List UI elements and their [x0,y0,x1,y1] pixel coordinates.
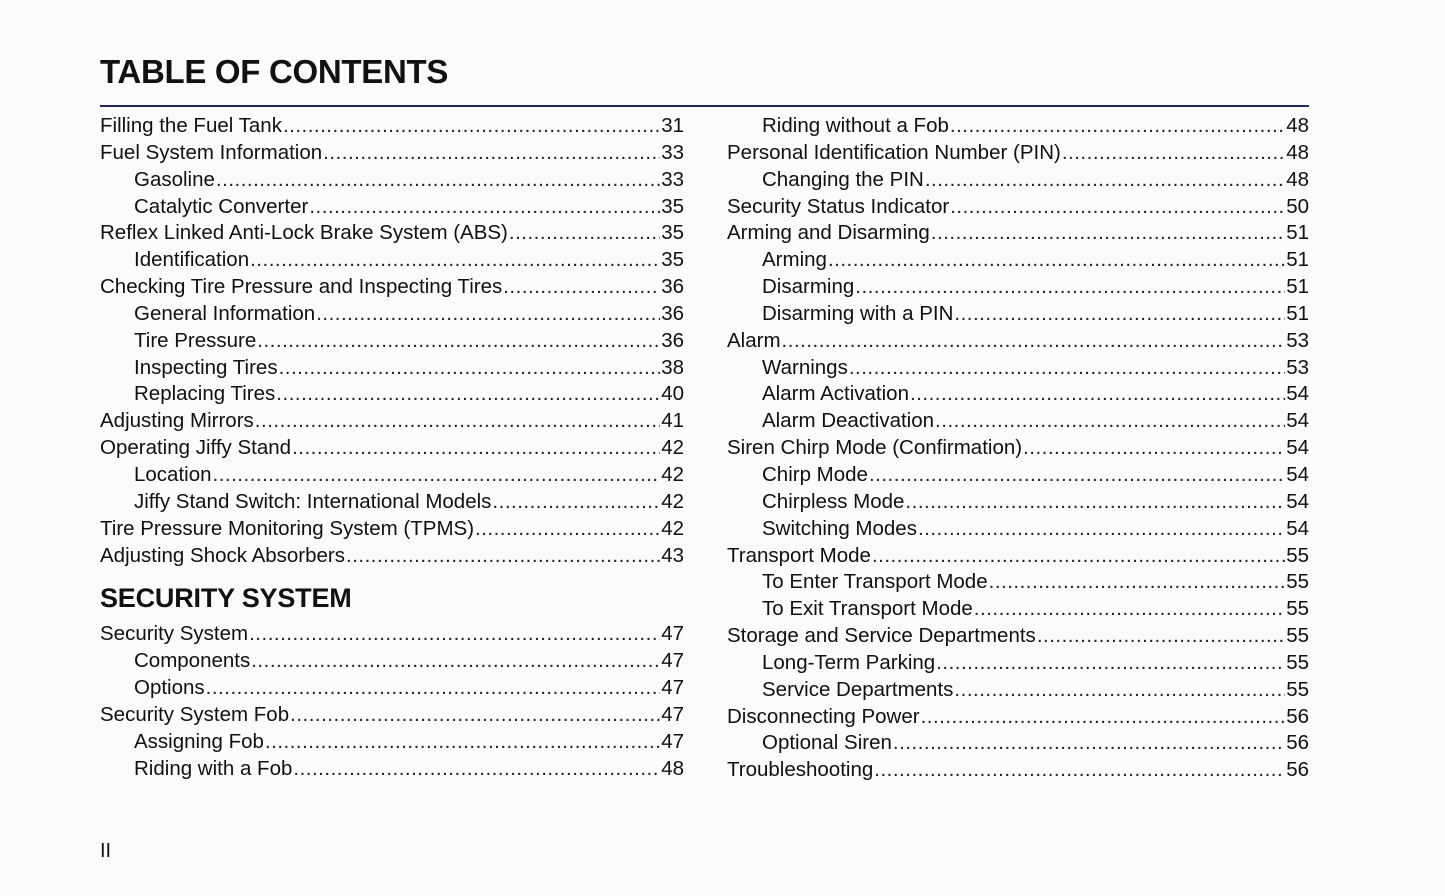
toc-entry[interactable] [727,140,1309,167]
toc-subentry[interactable] [100,301,684,328]
toc-subentry[interactable] [100,247,684,274]
toc-entry-page-number: 55 [1286,543,1309,567]
toc-list-security-continued [727,113,1309,784]
dot-leader [935,408,1285,434]
toc-subentry[interactable] [727,650,1309,677]
toc-entry-page-number: 47 [661,649,684,673]
toc-entry-page-number: 35 [661,194,684,218]
toc-entry-label: Replacing Tires [134,382,276,406]
dot-leader [918,516,1285,542]
toc-subentry[interactable] [727,596,1309,623]
toc-right-column [727,113,1309,784]
toc-entry-label: Warnings [762,355,848,379]
toc-entry-page-number: 55 [1286,624,1309,648]
toc-entry-label: Inspecting Tires [134,355,278,379]
dot-leader [828,247,1285,273]
dot-leader [283,113,660,139]
toc-entry-label: Disarming [762,275,855,299]
toc-entry-page-number: 36 [661,328,684,352]
toc-entry[interactable] [100,543,684,570]
toc-subentry[interactable] [727,489,1309,516]
toc-entry-label: Operating Jiffy Stand [100,436,292,460]
toc-subentry[interactable] [727,677,1309,704]
toc-entry-label: Tire Pressure Monitoring System (TPMS) [100,516,475,540]
toc-entry-label: To Enter Transport Mode [762,570,988,594]
toc-entry[interactable] [100,220,684,247]
toc-entry-page-number: 48 [661,756,684,780]
toc-entry-label: Disconnecting Power [727,704,920,728]
toc-entry-page-number: 47 [661,729,684,753]
toc-entry-label: Siren Chirp Mode (Confirmation) [727,436,1023,460]
dot-leader [276,381,660,407]
dot-leader [279,355,661,381]
title-divider [100,105,1309,107]
toc-entry-label: Troubleshooting [727,758,874,782]
toc-entry-page-number: 43 [661,543,684,567]
toc-list-security [100,621,684,782]
dot-leader [475,516,660,542]
toc-entry[interactable] [100,408,684,435]
toc-entry[interactable] [100,516,684,543]
dot-leader [216,167,660,193]
dot-leader [905,489,1285,515]
toc-subentry[interactable] [727,355,1309,382]
dot-leader [855,274,1285,300]
toc-entry-page-number: 54 [1286,516,1309,540]
toc-entry[interactable] [727,328,1309,355]
toc-entry-label: Filling the Fuel Tank [100,114,282,137]
toc-entry-page-number: 54 [1286,409,1309,433]
toc-entry-label: Long-Term Parking [762,650,936,674]
toc-entry-page-number: 50 [1286,194,1309,218]
dot-leader [872,543,1285,569]
toc-entry-page-number: 55 [1286,570,1309,594]
dot-leader [782,328,1286,354]
toc-entry-label: Alarm Deactivation [762,409,935,433]
toc-subentry[interactable] [727,167,1309,194]
dot-leader [292,435,660,461]
toc-entry-page-number: 56 [1286,704,1309,728]
toc-entry-label: Location [134,462,212,486]
toc-subentry[interactable] [100,355,684,382]
toc-entry-label: Alarm [727,328,781,352]
toc-entry[interactable] [100,113,684,140]
toc-entry-label: Components [134,649,251,673]
toc-entry-page-number: 33 [661,167,684,191]
dot-leader [921,704,1286,730]
dot-leader [492,489,660,515]
toc-entry-page-number: 48 [1286,167,1309,191]
toc-entry-label: Identification [134,248,250,272]
toc-left-column [100,113,684,782]
toc-entry-page-number: 56 [1286,758,1309,782]
toc-entry[interactable] [727,435,1309,462]
dot-leader [849,355,1285,381]
toc-entry-label: Security System [100,622,249,646]
toc-entry[interactable] [100,274,684,301]
dot-leader [1037,623,1285,649]
toc-entry-page-number: 54 [1286,436,1309,460]
toc-entry[interactable] [727,623,1309,650]
toc-subentry[interactable] [727,381,1309,408]
toc-entry-page-number: 54 [1286,462,1309,486]
toc-subentry[interactable] [100,756,684,783]
toc-entry[interactable] [100,435,684,462]
toc-entry-label: Changing the PIN [762,167,924,191]
dot-leader [290,702,660,728]
dot-leader [316,301,660,327]
toc-entry-label: Arming [762,248,827,272]
toc-subentry[interactable] [727,408,1309,435]
page-title: TABLE OF CONTENTS [100,53,449,90]
toc-entry-page-number: 42 [661,462,684,486]
toc-entry-page-number: 54 [1286,382,1309,406]
toc-entry-label: Adjusting Shock Absorbers [100,543,345,567]
toc-subentry[interactable] [100,675,684,702]
dot-leader [1062,140,1285,166]
toc-entry-label: General Information [134,301,316,325]
toc-entry-page-number: 54 [1286,489,1309,513]
toc-list-general [100,113,684,569]
dot-leader [251,648,660,674]
dot-leader [249,621,660,647]
toc-entry-label: To Exit Transport Mode [762,597,973,621]
toc-entry-page-number: 55 [1286,677,1309,701]
dot-leader [893,730,1285,756]
toc-entry-label: Switching Modes [762,516,917,540]
toc-entry-label: Tire Pressure [134,328,257,352]
toc-entry-page-number: 33 [661,140,684,164]
dot-leader [974,596,1285,622]
toc-entry-page-number: 31 [661,114,684,137]
dot-leader [954,301,1285,327]
toc-entry-label: Disarming with a PIN [762,301,954,325]
page-number: II [100,840,112,862]
toc-entry-page-number: 55 [1286,650,1309,674]
toc-entry-page-number: 40 [661,382,684,406]
toc-subentry[interactable] [727,113,1309,140]
toc-subentry[interactable] [100,729,684,756]
toc-entry-page-number: 38 [661,355,684,379]
dot-leader [1023,435,1285,461]
toc-entry-page-number: 42 [661,516,684,540]
toc-entry-page-number: 51 [1286,301,1309,325]
toc-entry[interactable] [100,702,684,729]
toc-entry-label: Reflex Linked Anti-Lock Brake System (ABS) [100,221,508,245]
dot-leader [509,220,660,246]
toc-entry-label: Arming and Disarming [727,221,930,245]
toc-entry-label: Adjusting Mirrors [100,409,254,433]
toc-entry[interactable] [100,140,684,167]
toc-entry-label: Alarm Activation [762,382,909,406]
toc-entry-page-number: 51 [1286,248,1309,272]
toc-subentry[interactable] [100,328,684,355]
toc-subentry[interactable] [727,730,1309,757]
toc-entry-page-number: 47 [661,676,684,700]
dot-leader [503,274,660,300]
toc-subentry[interactable] [100,462,684,489]
toc-subentry[interactable] [100,381,684,408]
toc-entry-page-number: 36 [661,301,684,325]
dot-leader [874,757,1285,783]
dot-leader [293,756,660,782]
toc-entry-label: Security Status Indicator [727,194,950,218]
dot-leader [950,113,1285,139]
toc-entry-page-number: 48 [1286,114,1309,137]
dot-leader [931,220,1285,246]
toc-entry-label: Options [134,676,205,700]
toc-entry-label: Riding with a Fob [134,756,293,780]
toc-entry-label: Assigning Fob [134,729,264,753]
dot-leader [910,381,1285,407]
dot-leader [323,140,660,166]
toc-entry[interactable] [727,220,1309,247]
toc-entry-label: Gasoline [134,167,215,191]
toc-subentry[interactable] [100,648,684,675]
dot-leader [213,462,661,488]
dot-leader [206,675,661,701]
toc-entry-label: Chirpless Mode [762,489,905,513]
dot-leader [265,729,660,755]
toc-entry-label: Storage and Service Departments [727,624,1036,648]
toc-entry-label: Fuel System Information [100,140,323,164]
dot-leader [255,408,660,434]
toc-entry-page-number: 36 [661,275,684,299]
toc-entry-page-number: 55 [1286,597,1309,621]
toc-entry-page-number: 42 [661,489,684,513]
toc-entry-label: Jiffy Stand Switch: International Models [134,489,492,513]
toc-entry-page-number: 47 [661,702,684,726]
toc-entry-page-number: 56 [1286,731,1309,755]
section-heading-security-system: SECURITY SYSTEM [100,583,352,614]
dot-leader [346,543,660,569]
toc-entry[interactable] [727,194,1309,221]
toc-entry-page-number: 48 [1286,140,1309,164]
toc-subentry[interactable] [727,301,1309,328]
dot-leader [954,677,1285,703]
toc-entry[interactable] [727,757,1309,784]
toc-subentry[interactable] [100,167,684,194]
toc-entry-label: Optional Siren [762,731,892,755]
dot-leader [309,194,660,220]
toc-subentry[interactable] [727,516,1309,543]
toc-entry[interactable] [727,543,1309,570]
toc-entry-label: Security System Fob [100,702,290,726]
toc-entry-page-number: 51 [1286,275,1309,299]
toc-subentry[interactable] [100,489,684,516]
toc-subentry[interactable] [727,569,1309,596]
dot-leader [250,247,660,273]
toc-entry-page-number: 42 [661,436,684,460]
toc-entry-page-number: 47 [661,622,684,646]
toc-subentry[interactable] [727,274,1309,301]
toc-entry-label: Chirp Mode [762,462,868,486]
toc-entry-page-number: 53 [1286,328,1309,352]
toc-entry-page-number: 53 [1286,355,1309,379]
dot-leader [950,194,1285,220]
toc-entry-label: Transport Mode [727,543,871,567]
toc-entry-page-number: 51 [1286,221,1309,245]
toc-entry[interactable] [727,704,1309,731]
toc-entry[interactable] [100,621,684,648]
toc-subentry[interactable] [727,462,1309,489]
toc-entry-label: Checking Tire Pressure and Inspecting Tires [100,275,503,299]
toc-entry-label: Catalytic Converter [134,194,309,218]
dot-leader [257,328,660,354]
dot-leader [989,569,1286,595]
toc-subentry[interactable] [100,194,684,221]
toc-entry-label: Personal Identification Number (PIN) [727,140,1061,164]
toc-entry-page-number: 35 [661,248,684,272]
toc-entry-page-number: 41 [661,409,684,433]
toc-entry-label: Riding without a Fob [762,114,949,137]
toc-entry-label: Service Departments [762,677,954,701]
dot-leader [869,462,1285,488]
dot-leader [925,167,1285,193]
toc-subentry[interactable] [727,247,1309,274]
toc-entry-page-number: 35 [661,221,684,245]
dot-leader [936,650,1285,676]
